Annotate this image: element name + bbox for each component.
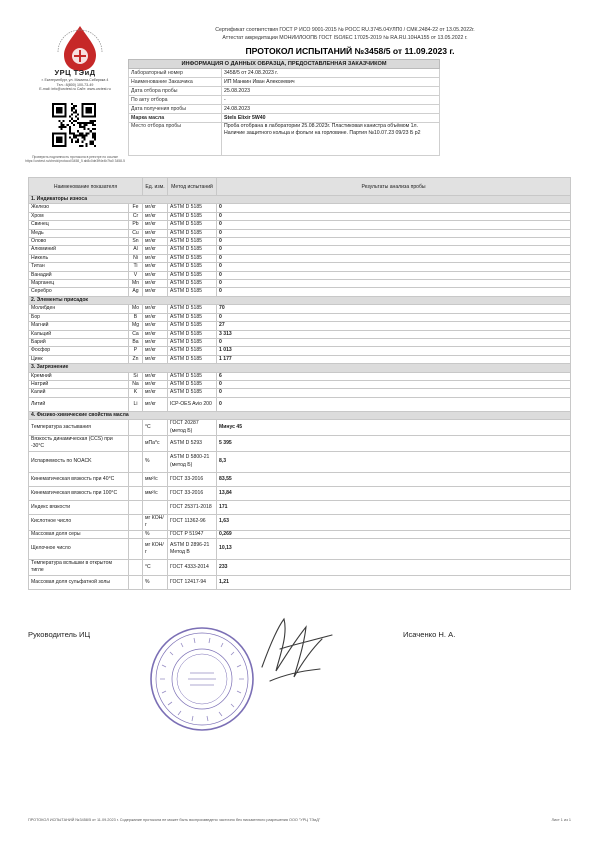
cert-line-1: Сертификат соответствия ГОСТ Р ИСО 9001-2015 № РОСС RU.3745.04УЛП0 / СМК.2484-22 от 13.05.2022г. (215, 27, 475, 33)
section-header-row (29, 296, 571, 304)
cell-parameter: Кальций (29, 330, 129, 338)
cell-parameter: Массовая доля сульфатной золы (29, 575, 129, 589)
cell-result: 3 313 (217, 330, 571, 338)
info-value: 3458/5 от 24.08.2023 г. (222, 69, 440, 78)
cell-method: ASTM D 5185 (168, 305, 217, 313)
handwritten-signature (240, 605, 350, 695)
info-label: Лабораторный номер (129, 69, 222, 78)
table-row (29, 397, 571, 411)
org-contacts (20, 78, 130, 92)
cell-result: 0 (217, 280, 571, 288)
cell-unit: мг/кг (143, 238, 168, 246)
cell-unit: мг/кг (143, 372, 168, 380)
table-row (29, 305, 571, 313)
cell-parameter: Индекс вязкости (29, 500, 129, 514)
section-title: 1. Индикаторы износа (29, 196, 571, 204)
cell-symbol: K (129, 389, 143, 397)
cell-method: ASTM D 5185 (168, 355, 217, 363)
table-row (29, 472, 571, 486)
cell-result: 0,269 (217, 530, 571, 538)
cell-symbol (129, 575, 143, 589)
cell-result: 0 (217, 313, 571, 321)
info-label: Марка масла (129, 114, 222, 123)
col-header-method: Метод испытаний (168, 178, 217, 196)
org-email: E-mail: info@urctest.ru Сайт: www.urctest.ru (39, 87, 111, 92)
col-header-name: Наименование показателя (29, 178, 143, 196)
cell-result: 83,55 (217, 472, 571, 486)
cell-method: ГОСТ 12417-94 (168, 575, 217, 589)
cell-parameter: Свинец (29, 221, 129, 229)
cell-parameter: Бор (29, 313, 129, 321)
cell-parameter: Никель (29, 254, 129, 262)
cell-parameter: Кинематическая вязкость при 40°С (29, 472, 129, 486)
cell-symbol: Ni (129, 254, 143, 262)
cell-parameter: Марганец (29, 280, 129, 288)
cell-unit: мг/кг (143, 221, 168, 229)
cell-symbol: Si (129, 372, 143, 380)
cell-unit: мг/кг (143, 322, 168, 330)
table-row (29, 347, 571, 355)
cell-method: ГОСТ Р 51947 (168, 530, 217, 538)
cell-parameter: Барий (29, 338, 129, 346)
cell-unit: % (143, 530, 168, 538)
company-logo (50, 22, 110, 74)
cell-unit: % (143, 575, 168, 589)
cell-method: ASTM D 5185 (168, 380, 217, 388)
cell-unit: мг/кг (143, 313, 168, 321)
info-row (129, 96, 440, 105)
results-header-row (29, 178, 571, 196)
protocol-title: ПРОТОКОЛ ИСПЫТАНИЙ №3458/5 от 11.09.2023 г. (245, 46, 455, 56)
cell-result: 1 177 (217, 355, 571, 363)
table-row (29, 221, 571, 229)
cell-unit: мм²/с (143, 486, 168, 500)
signatory-role: Руководитель ИЦ (28, 630, 91, 639)
cell-symbol: Cu (129, 229, 143, 237)
cell-result: 171 (217, 500, 571, 514)
cell-method: ASTM D 5185 (168, 372, 217, 380)
cell-unit: °С (143, 560, 168, 576)
cell-parameter: Испаряемость по NOACK (29, 451, 129, 472)
cell-symbol (129, 530, 143, 538)
signatory-name: Исаченко Н. А. (403, 630, 456, 639)
cell-method: ГОСТ 11362-96 (168, 514, 217, 530)
section-header-row (29, 364, 571, 372)
table-row (29, 246, 571, 254)
cell-parameter: Медь (29, 229, 129, 237)
cell-method: ASTM D 5185 (168, 229, 217, 237)
cell-result: 5 395 (217, 435, 571, 451)
cell-method: ASTM D 5185 (168, 221, 217, 229)
info-value: ИП Манкин Иван Алексеевич (222, 78, 440, 87)
cell-parameter: Литий (29, 397, 129, 411)
cell-unit: мг/кг (143, 204, 168, 212)
cell-unit: мг/кг (143, 355, 168, 363)
footer-note: ПРОТОКОЛ ИСПЫТАНИЙ №3458/5 от 11.09.2023 г. Содержание протокола не может быть воспроизведено частично без письменного разрешения ООО "УРЦ ТЭиД" (28, 818, 321, 822)
cell-result: 27 (217, 322, 571, 330)
cell-method: ASTM D 5185 (168, 330, 217, 338)
certificates (120, 26, 570, 42)
table-row (29, 435, 571, 451)
cell-result: Минус 45 (217, 420, 571, 436)
cell-unit: мг КОН/г (143, 539, 168, 560)
info-label: Дата получения пробы (129, 105, 222, 114)
cell-symbol: Al (129, 246, 143, 254)
cell-parameter: Вязкость динамическая (CCS) при -30°С (29, 435, 129, 451)
cell-unit: мг/кг (143, 330, 168, 338)
cell-result: 8,3 (217, 451, 571, 472)
info-value: Stels Elixir 5W40 (222, 114, 440, 123)
cell-parameter: Температура вспышки в открытом тигле (29, 560, 129, 576)
cell-result: 0 (217, 271, 571, 279)
cell-symbol (129, 486, 143, 500)
cell-unit: мг/кг (143, 271, 168, 279)
cell-symbol: B (129, 313, 143, 321)
cell-unit: мг/кг (143, 212, 168, 220)
info-row (129, 123, 440, 156)
cell-method: ASTM D 2896-21 Метод В (168, 539, 217, 560)
info-value: 25.08.2023 (222, 87, 440, 96)
cell-unit: мг/кг (143, 347, 168, 355)
cell-parameter: Алюминий (29, 246, 129, 254)
cell-result: 13,84 (217, 486, 571, 500)
cell-unit: мПа*с (143, 435, 168, 451)
cell-parameter: Олово (29, 238, 129, 246)
table-row (29, 514, 571, 530)
cell-result: 6 (217, 372, 571, 380)
cell-symbol (129, 451, 143, 472)
table-row (29, 313, 571, 321)
cell-parameter: Хром (29, 212, 129, 220)
cell-method: ASTM D 5185 (168, 204, 217, 212)
cell-result: 0 (217, 204, 571, 212)
cell-parameter: Кислотное число (29, 514, 129, 530)
cell-result: 0 (217, 338, 571, 346)
page-number: Лист 1 из 1 (551, 818, 571, 822)
cell-unit: % (143, 451, 168, 472)
table-row (29, 530, 571, 538)
cell-parameter: Кремний (29, 372, 129, 380)
cell-symbol: Ba (129, 338, 143, 346)
cell-parameter: Магний (29, 322, 129, 330)
cell-symbol: Mo (129, 305, 143, 313)
cell-unit: мг/кг (143, 229, 168, 237)
cell-unit: °С (143, 420, 168, 436)
cell-method: ASTM D 5185 (168, 263, 217, 271)
cert-line-2: Аттестат аккредитации МОНИИЛООПБ ГОСТ ISO/IEC 17025-2019 № RA.RU.10НА155 от 13.05.2022 г. (222, 35, 468, 42)
section-header-row (29, 411, 571, 419)
cell-method: ГОСТ 33-2016 (168, 486, 217, 500)
cell-symbol (129, 435, 143, 451)
cell-unit: мм²/с (143, 472, 168, 486)
cell-method: ASTM D 5293 (168, 435, 217, 451)
cell-symbol: V (129, 271, 143, 279)
cell-result: 0 (217, 288, 571, 296)
table-row (29, 322, 571, 330)
table-row (29, 420, 571, 436)
cell-symbol (129, 472, 143, 486)
cell-unit: мг/кг (143, 389, 168, 397)
info-row (129, 87, 440, 96)
cell-symbol: Li (129, 397, 143, 411)
table-row (29, 238, 571, 246)
cell-parameter: Температура застывания (29, 420, 129, 436)
cell-result: 0 (217, 238, 571, 246)
col-header-result: Результаты анализа пробы (217, 178, 571, 196)
qr-note: Проверить подлинность протокола в реестре по ссылке https://urctest.ru/check/protocol/3458_5 ab8c0de3ff4e4b7fa0 3458-5 (25, 155, 125, 164)
cell-unit (143, 500, 168, 514)
cell-method: ASTM D 5185 (168, 254, 217, 262)
logo-title: УРЦ ТЭиД (54, 68, 96, 77)
cell-result: 0 (217, 221, 571, 229)
col-header-unit: Ед. изм. (143, 178, 168, 196)
cell-parameter: Щелочное число (29, 539, 129, 560)
cell-method: ASTM D 5185 (168, 212, 217, 220)
table-row (29, 204, 571, 212)
info-label: Наименование Заказчика (129, 78, 222, 87)
cell-result: 1 013 (217, 347, 571, 355)
cell-method: ASTM D 5185 (168, 313, 217, 321)
cell-symbol: Cr (129, 212, 143, 220)
cell-symbol (129, 560, 143, 576)
cell-unit: мг КОН/г (143, 514, 168, 530)
org-address: г. Екатеринбург, ул. Мамина-Сибиряка 4 (41, 78, 109, 82)
table-row (29, 271, 571, 279)
cell-symbol: Sn (129, 238, 143, 246)
table-row (29, 263, 571, 271)
cell-symbol: Ca (129, 330, 143, 338)
cell-unit: мг/кг (143, 263, 168, 271)
cell-result: 0 (217, 254, 571, 262)
section-header-row (29, 196, 571, 204)
cell-symbol: Mn (129, 280, 143, 288)
table-row (29, 338, 571, 346)
cell-method: ГОСТ 4333-2014 (168, 560, 217, 576)
cell-method: ГОСТ 25371-2018 (168, 500, 217, 514)
cell-result: 0 (217, 380, 571, 388)
cell-symbol (129, 514, 143, 530)
cell-method: ASTM D 5185 (168, 246, 217, 254)
cell-result: 0 (217, 229, 571, 237)
section-title: 3. Загрязнение (29, 364, 571, 372)
table-row (29, 280, 571, 288)
cell-result: 70 (217, 305, 571, 313)
table-row (29, 389, 571, 397)
cell-symbol (129, 500, 143, 514)
results-table (28, 177, 571, 590)
table-row (29, 288, 571, 296)
cell-unit: мг/кг (143, 288, 168, 296)
cell-result: 0 (217, 389, 571, 397)
sample-info-table (128, 59, 440, 156)
cell-parameter: Фосфор (29, 347, 129, 355)
cell-parameter: Серебро (29, 288, 129, 296)
section-title: 4. Физико-химические свойства масла (29, 411, 571, 419)
info-value: Проба отобрана в лаборатории 25.08.2023г. Пластиковая канистра объёмом 1л. Наличие защитного кольца и фольги на горловине. Партия №10.07.23 09/23 Б р2 (222, 123, 440, 156)
info-label: Дата отбора пробы (129, 87, 222, 96)
table-row (29, 254, 571, 262)
info-value: - (222, 96, 440, 105)
cell-method: ASTM D 5800-21 (метод Б) (168, 451, 217, 472)
table-row (29, 229, 571, 237)
cell-method: ГОСТ 20287 (метод Б) (168, 420, 217, 436)
cell-symbol: Fe (129, 204, 143, 212)
table-row (29, 451, 571, 472)
cell-method: ГОСТ 33-2016 (168, 472, 217, 486)
cell-method: ASTM D 5185 (168, 271, 217, 279)
cell-symbol: Na (129, 380, 143, 388)
info-label: Место отбора пробы (129, 123, 222, 156)
cell-method: ASTM D 5185 (168, 238, 217, 246)
cell-method: ASTM D 5185 (168, 288, 217, 296)
cell-result: 10,13 (217, 539, 571, 560)
table-row (29, 355, 571, 363)
cell-parameter: Железо (29, 204, 129, 212)
table-row (29, 539, 571, 560)
qr-code[interactable] (52, 103, 96, 147)
cell-method: ASTM D 5185 (168, 322, 217, 330)
cell-symbol: Pb (129, 221, 143, 229)
table-row (29, 372, 571, 380)
sample-info-heading: ИНФОРМАЦИЯ О ДАННЫХ ОБРАЗЦА, ПРЕДОСТАВЛЕННАЯ ЗАКАЗЧИКОМ (129, 60, 440, 69)
cell-parameter: Калий (29, 389, 129, 397)
table-row (29, 380, 571, 388)
cell-parameter: Молибден (29, 305, 129, 313)
cell-parameter: Ванадий (29, 271, 129, 279)
cell-unit: мг/кг (143, 305, 168, 313)
cell-parameter: Титан (29, 263, 129, 271)
cell-method: ASTM D 5185 (168, 338, 217, 346)
org-phone: Тел.: 8(800) 100-73-49 (56, 82, 94, 87)
table-row (29, 486, 571, 500)
cell-unit: мг/кг (143, 338, 168, 346)
table-row (29, 575, 571, 589)
cell-symbol: Ti (129, 263, 143, 271)
cell-method: ASTM D 5185 (168, 389, 217, 397)
cell-symbol (129, 420, 143, 436)
cell-symbol: Mg (129, 322, 143, 330)
table-row (29, 212, 571, 220)
cell-unit: мг/кг (143, 380, 168, 388)
table-row (29, 560, 571, 576)
organization-stamp (148, 625, 256, 733)
cell-symbol: Ag (129, 288, 143, 296)
cell-symbol (129, 539, 143, 560)
cell-symbol: Zn (129, 355, 143, 363)
cell-method: ASTM D 5185 (168, 280, 217, 288)
cell-unit: мг/кг (143, 254, 168, 262)
cell-parameter: Кинематическая вязкость при 100°С (29, 486, 129, 500)
cell-method: ICP-OES Avio 200 (168, 397, 217, 411)
info-label: По акту отбора (129, 96, 222, 105)
table-row (29, 330, 571, 338)
info-row (129, 78, 440, 87)
section-title: 2. Элементы присадок (29, 296, 571, 304)
cell-method: ASTM D 5185 (168, 347, 217, 355)
info-row (129, 105, 440, 114)
cell-parameter: Натрий (29, 380, 129, 388)
cell-parameter: Массовая доля серы (29, 530, 129, 538)
cell-parameter: Цинк (29, 355, 129, 363)
cell-unit: мг/кг (143, 246, 168, 254)
info-row (129, 69, 440, 78)
table-row (29, 500, 571, 514)
cell-unit: мг/кг (143, 397, 168, 411)
info-value: 24.08.2023 (222, 105, 440, 114)
cell-result: 1,21 (217, 575, 571, 589)
cell-unit: мг/кг (143, 280, 168, 288)
cell-result: 0 (217, 212, 571, 220)
cell-result: 0 (217, 246, 571, 254)
cell-symbol: P (129, 347, 143, 355)
info-row (129, 114, 440, 123)
cell-result: 233 (217, 560, 571, 576)
cell-result: 1,63 (217, 514, 571, 530)
cell-result: 0 (217, 263, 571, 271)
cell-result: 0 (217, 397, 571, 411)
